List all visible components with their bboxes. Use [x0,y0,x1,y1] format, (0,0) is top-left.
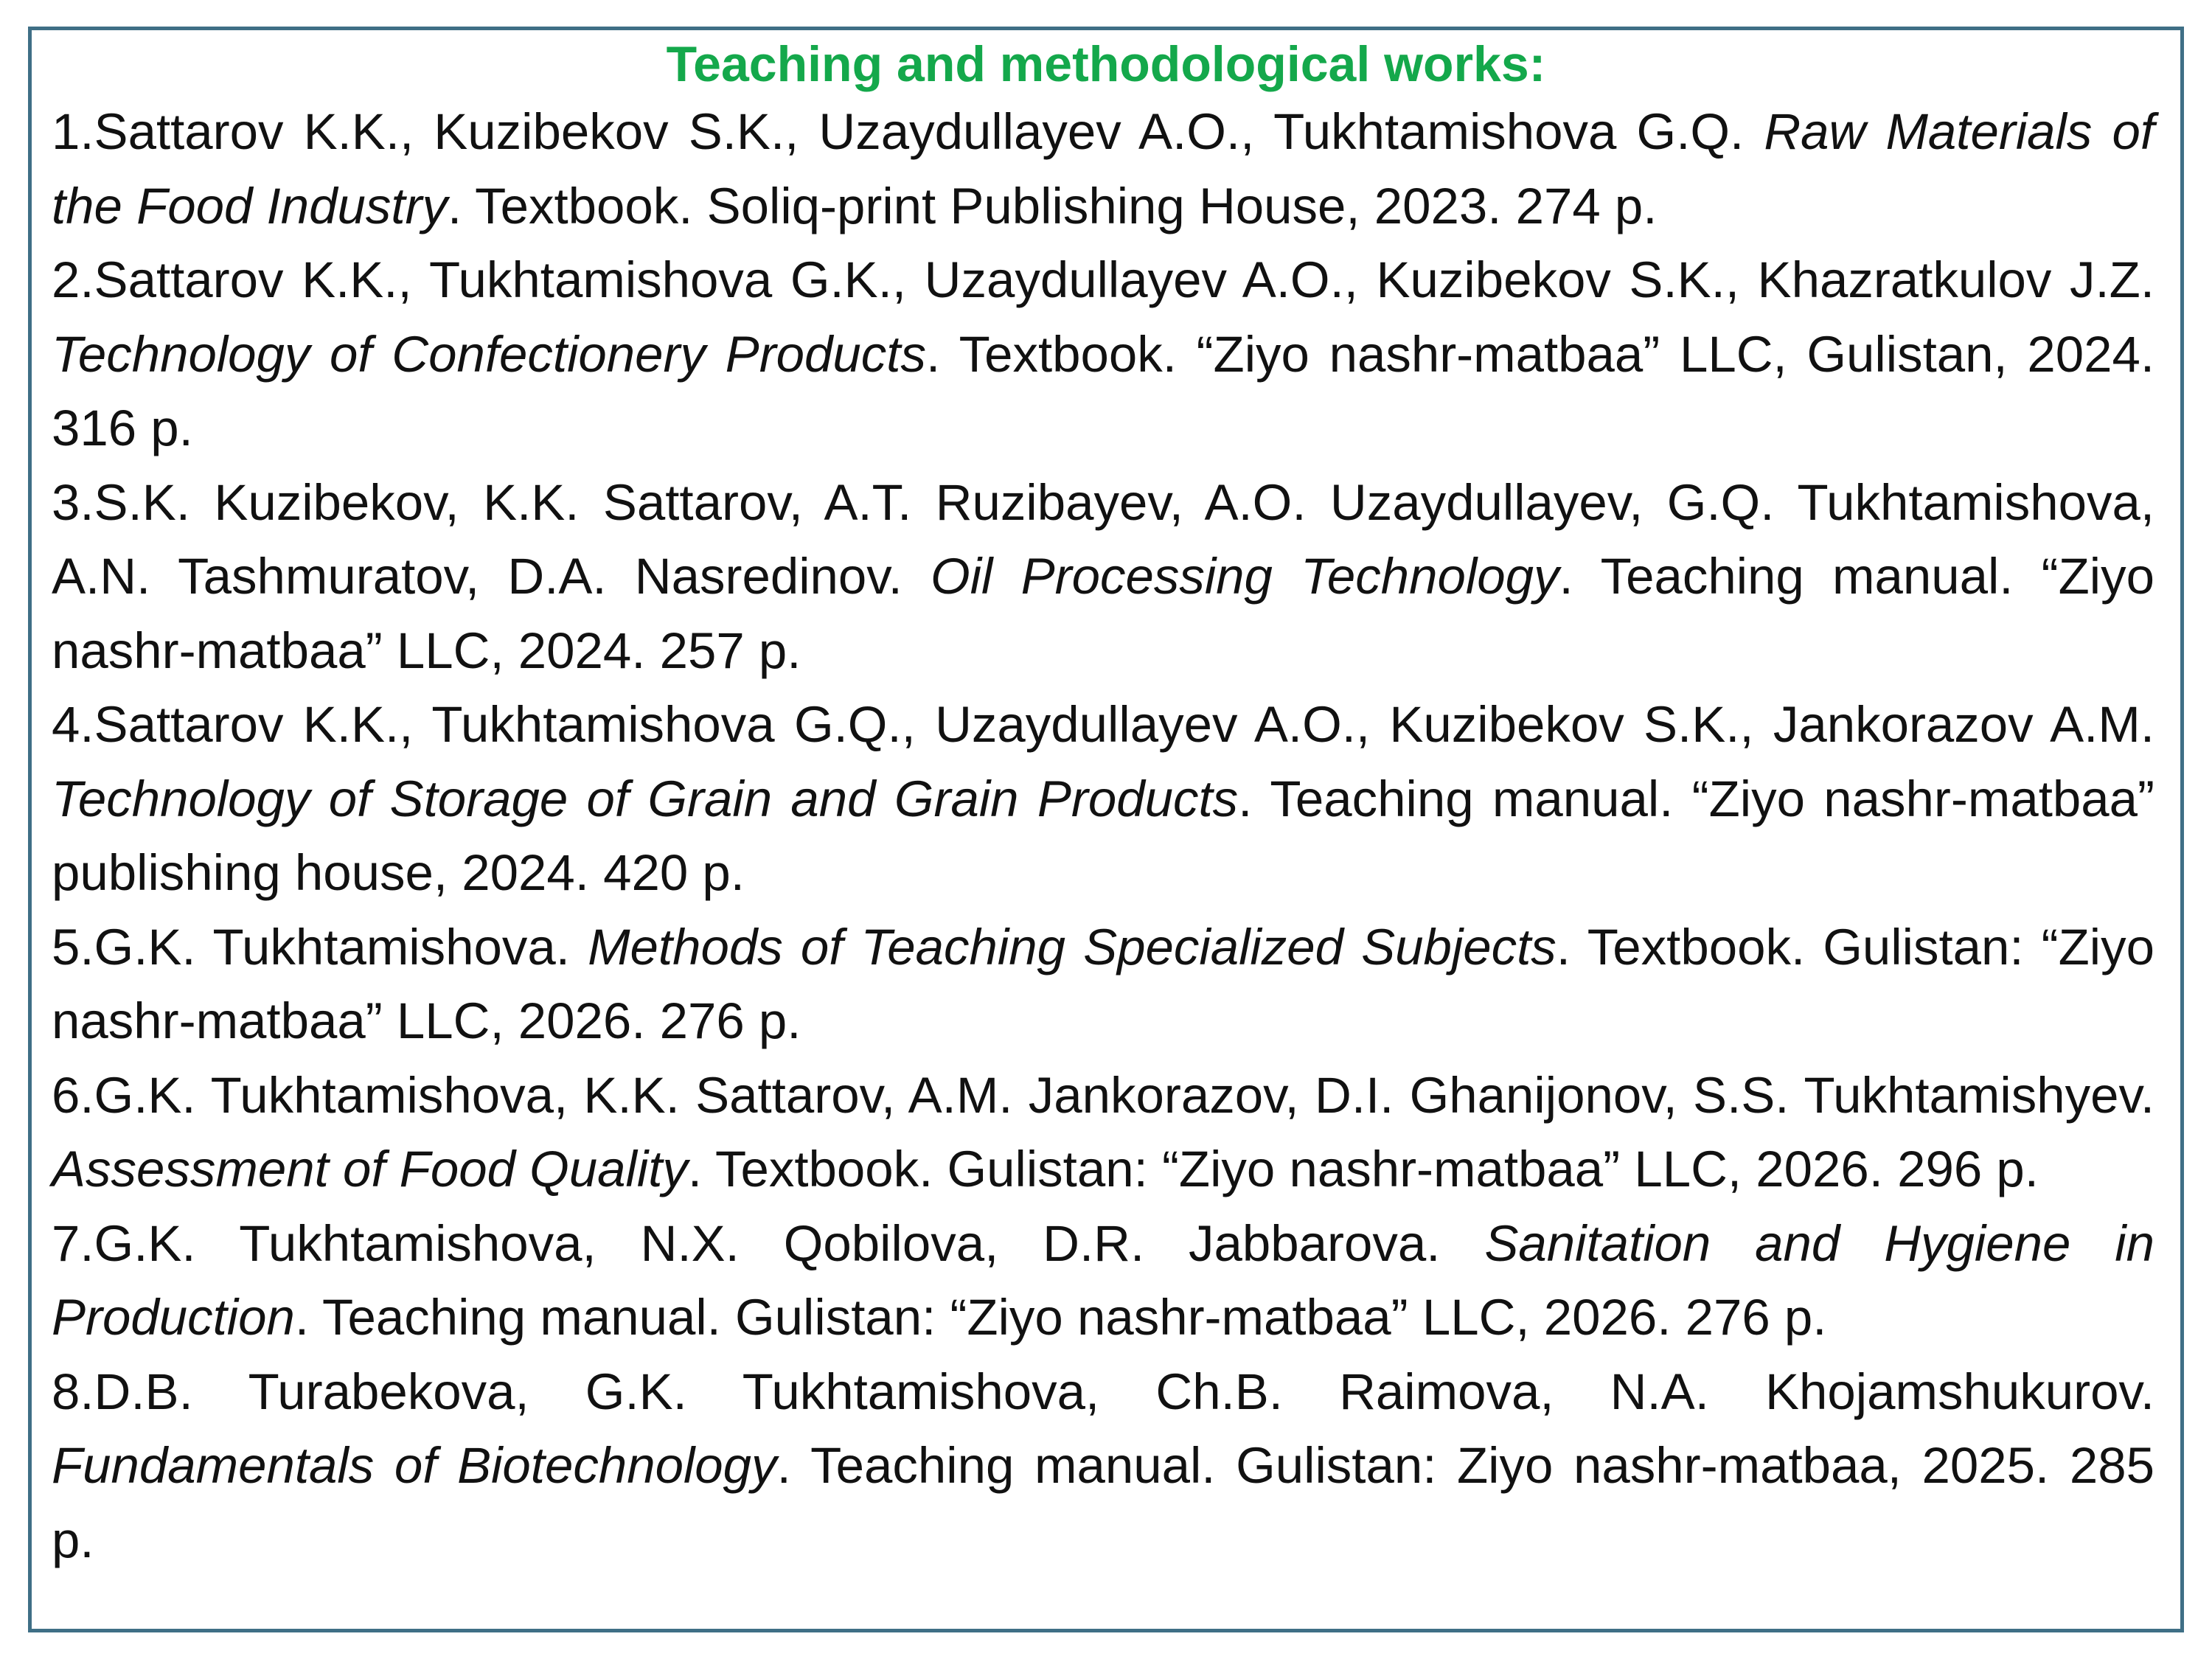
entry-number: 6. [52,1066,94,1124]
entry-authors: G.K. Tukhtamishova, N.X. Qobilova, D.R. Jabbarova. [94,1214,1441,1272]
entry-details: . Textbook. Gulistan: “Ziyo nashr-matbaa” LLC, 2026. 296 p. [687,1141,2039,1197]
list-item [52,1355,2154,1578]
entry-number: 4. [52,696,94,753]
list-item [52,688,2154,911]
section-title: Teaching and methodological works: [666,36,1546,92]
entry-authors: G.K. Tukhtamishova, K.K. Sattarov, A.M. Jankorazov, D.I. Ghanijonov, S.S. Tukhtamishyev. [94,1066,2154,1124]
works-list [52,95,2154,1577]
entry-details: . Teaching manual. Gulistan: “Ziyo nashr-matbaa” LLC, 2026. 276 p. [294,1289,1827,1346]
entry-work-title: Methods of Teaching Specialized Subjects [588,918,1557,975]
entry-authors: S.K. Kuzibekov, K.K. Sattarov, A.T. Ruzibayev, A.O. Uzaydullayev, G.Q. Tukhtamishova, A.N. Tashmuratov, D.A. Nasredinov. [52,473,2154,605]
entry-authors: G.K. Tukhtamishova. [94,918,570,975]
entry-details: . Textbook. Gulistan: “Ziyo nashr-matbaa” LLC, 2026. 276 p. [52,918,2154,1049]
list-item [52,911,2154,1059]
entry-details: . Teaching manual. “Ziyo nashr-matbaa” LLC, 2024. 257 p. [52,548,2154,679]
list-item [52,1207,2154,1355]
entry-work-title: Oil Processing Technology [931,548,1559,605]
list-item [52,1059,2154,1207]
entry-work-title: Assessment of Food Quality [52,1141,688,1197]
entry-details: . Textbook. “Ziyo nashr-matbaa” LLC, Gulistan, 2024. 316 p. [52,325,2154,456]
entry-details: . Teaching manual. “Ziyo nashr-matbaa” publishing house, 2024. 420 p. [52,770,2154,901]
entry-number: 3. [52,473,94,531]
entry-work-title: Technology of Confectionery Products [52,325,926,383]
entry-authors: Sattarov K.K., Kuzibekov S.K., Uzaydullayev A.O., Tukhtamishova G.Q. [94,103,1745,160]
entry-work-title: Technology of Storage of Grain and Grain Products [52,770,1239,827]
entry-work-title: Fundamentals of Biotechnology [52,1437,777,1494]
list-item [52,95,2154,243]
entry-number: 8. [52,1363,94,1420]
entry-number: 7. [52,1214,94,1272]
entry-number: 1. [52,103,94,160]
document-frame [28,27,2184,1632]
list-item [52,243,2154,466]
entry-work-title: Sanitation and Hygiene in Production [52,1214,2154,1346]
entry-details: . Textbook. Soliq-print Publishing House, 2023. 274 p. [447,177,1658,234]
entry-number: 2. [52,251,94,308]
list-item [52,466,2154,689]
entry-number: 5. [52,918,94,975]
entry-authors: D.B. Turabekova, G.K. Tukhtamishova, Ch.B. Raimova, N.A. Khojamshukurov. [94,1363,2154,1420]
entry-details: . Teaching manual. Gulistan: Ziyo nashr-matbaa, 2025. 285 p. [52,1437,2154,1568]
entry-authors: Sattarov K.K., Tukhtamishova G.Q., Uzaydullayev A.O., Kuzibekov S.K., Jankorazov A.M. [94,696,2154,753]
entry-work-title: Raw Materials of the Food Industry [52,103,2155,234]
entry-authors: Sattarov K.K., Tukhtamishova G.K., Uzaydullayev A.O., Kuzibekov S.K., Khazratkulov J.Z. [94,251,2154,308]
